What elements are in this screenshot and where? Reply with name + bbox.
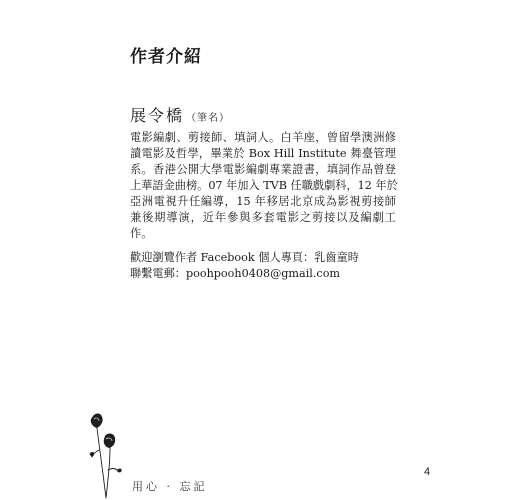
bio-line: 作。 <box>130 227 153 240</box>
bio-line: 電影編劇、剪接師、填詞人。白羊座，曾留學澳洲修 <box>130 131 396 144</box>
bio-line: 讀電影及哲學，畢業於 Box Hill Institute 舞臺管理 <box>130 147 396 160</box>
email-line: 聯繫電郵：poohpooh0408@gmail.com <box>130 267 341 280</box>
rose-decoration-icon <box>84 410 134 500</box>
bio-line: 上華語金曲榜。07 年加入 TVB 任職戲劇科，12 年於 <box>130 179 398 192</box>
bio-line: 系。香港公開大學電影編劇專業證書，填詞作品曾登 <box>130 163 396 176</box>
facebook-line: 歡迎瀏覽作者 Facebook 個人專頁：乳齒童時 <box>130 251 359 264</box>
author-bio <box>130 130 396 242</box>
contact-block <box>130 250 359 282</box>
pen-name-note: （筆名） <box>186 113 231 124</box>
bio-line: 亞洲電視升任編導，15 年移居北京成為影視剪接師 <box>130 195 396 208</box>
page-title: 作者介紹 <box>130 47 202 67</box>
page-number: 4 <box>424 466 431 478</box>
author-name: 展令橋 <box>130 106 185 125</box>
author-heading <box>130 103 230 126</box>
footer-brand: 用心 · 忘記 <box>132 480 208 493</box>
bio-line: 兼後期導演，近年參與多套電影之剪接以及編劇工 <box>130 211 396 224</box>
